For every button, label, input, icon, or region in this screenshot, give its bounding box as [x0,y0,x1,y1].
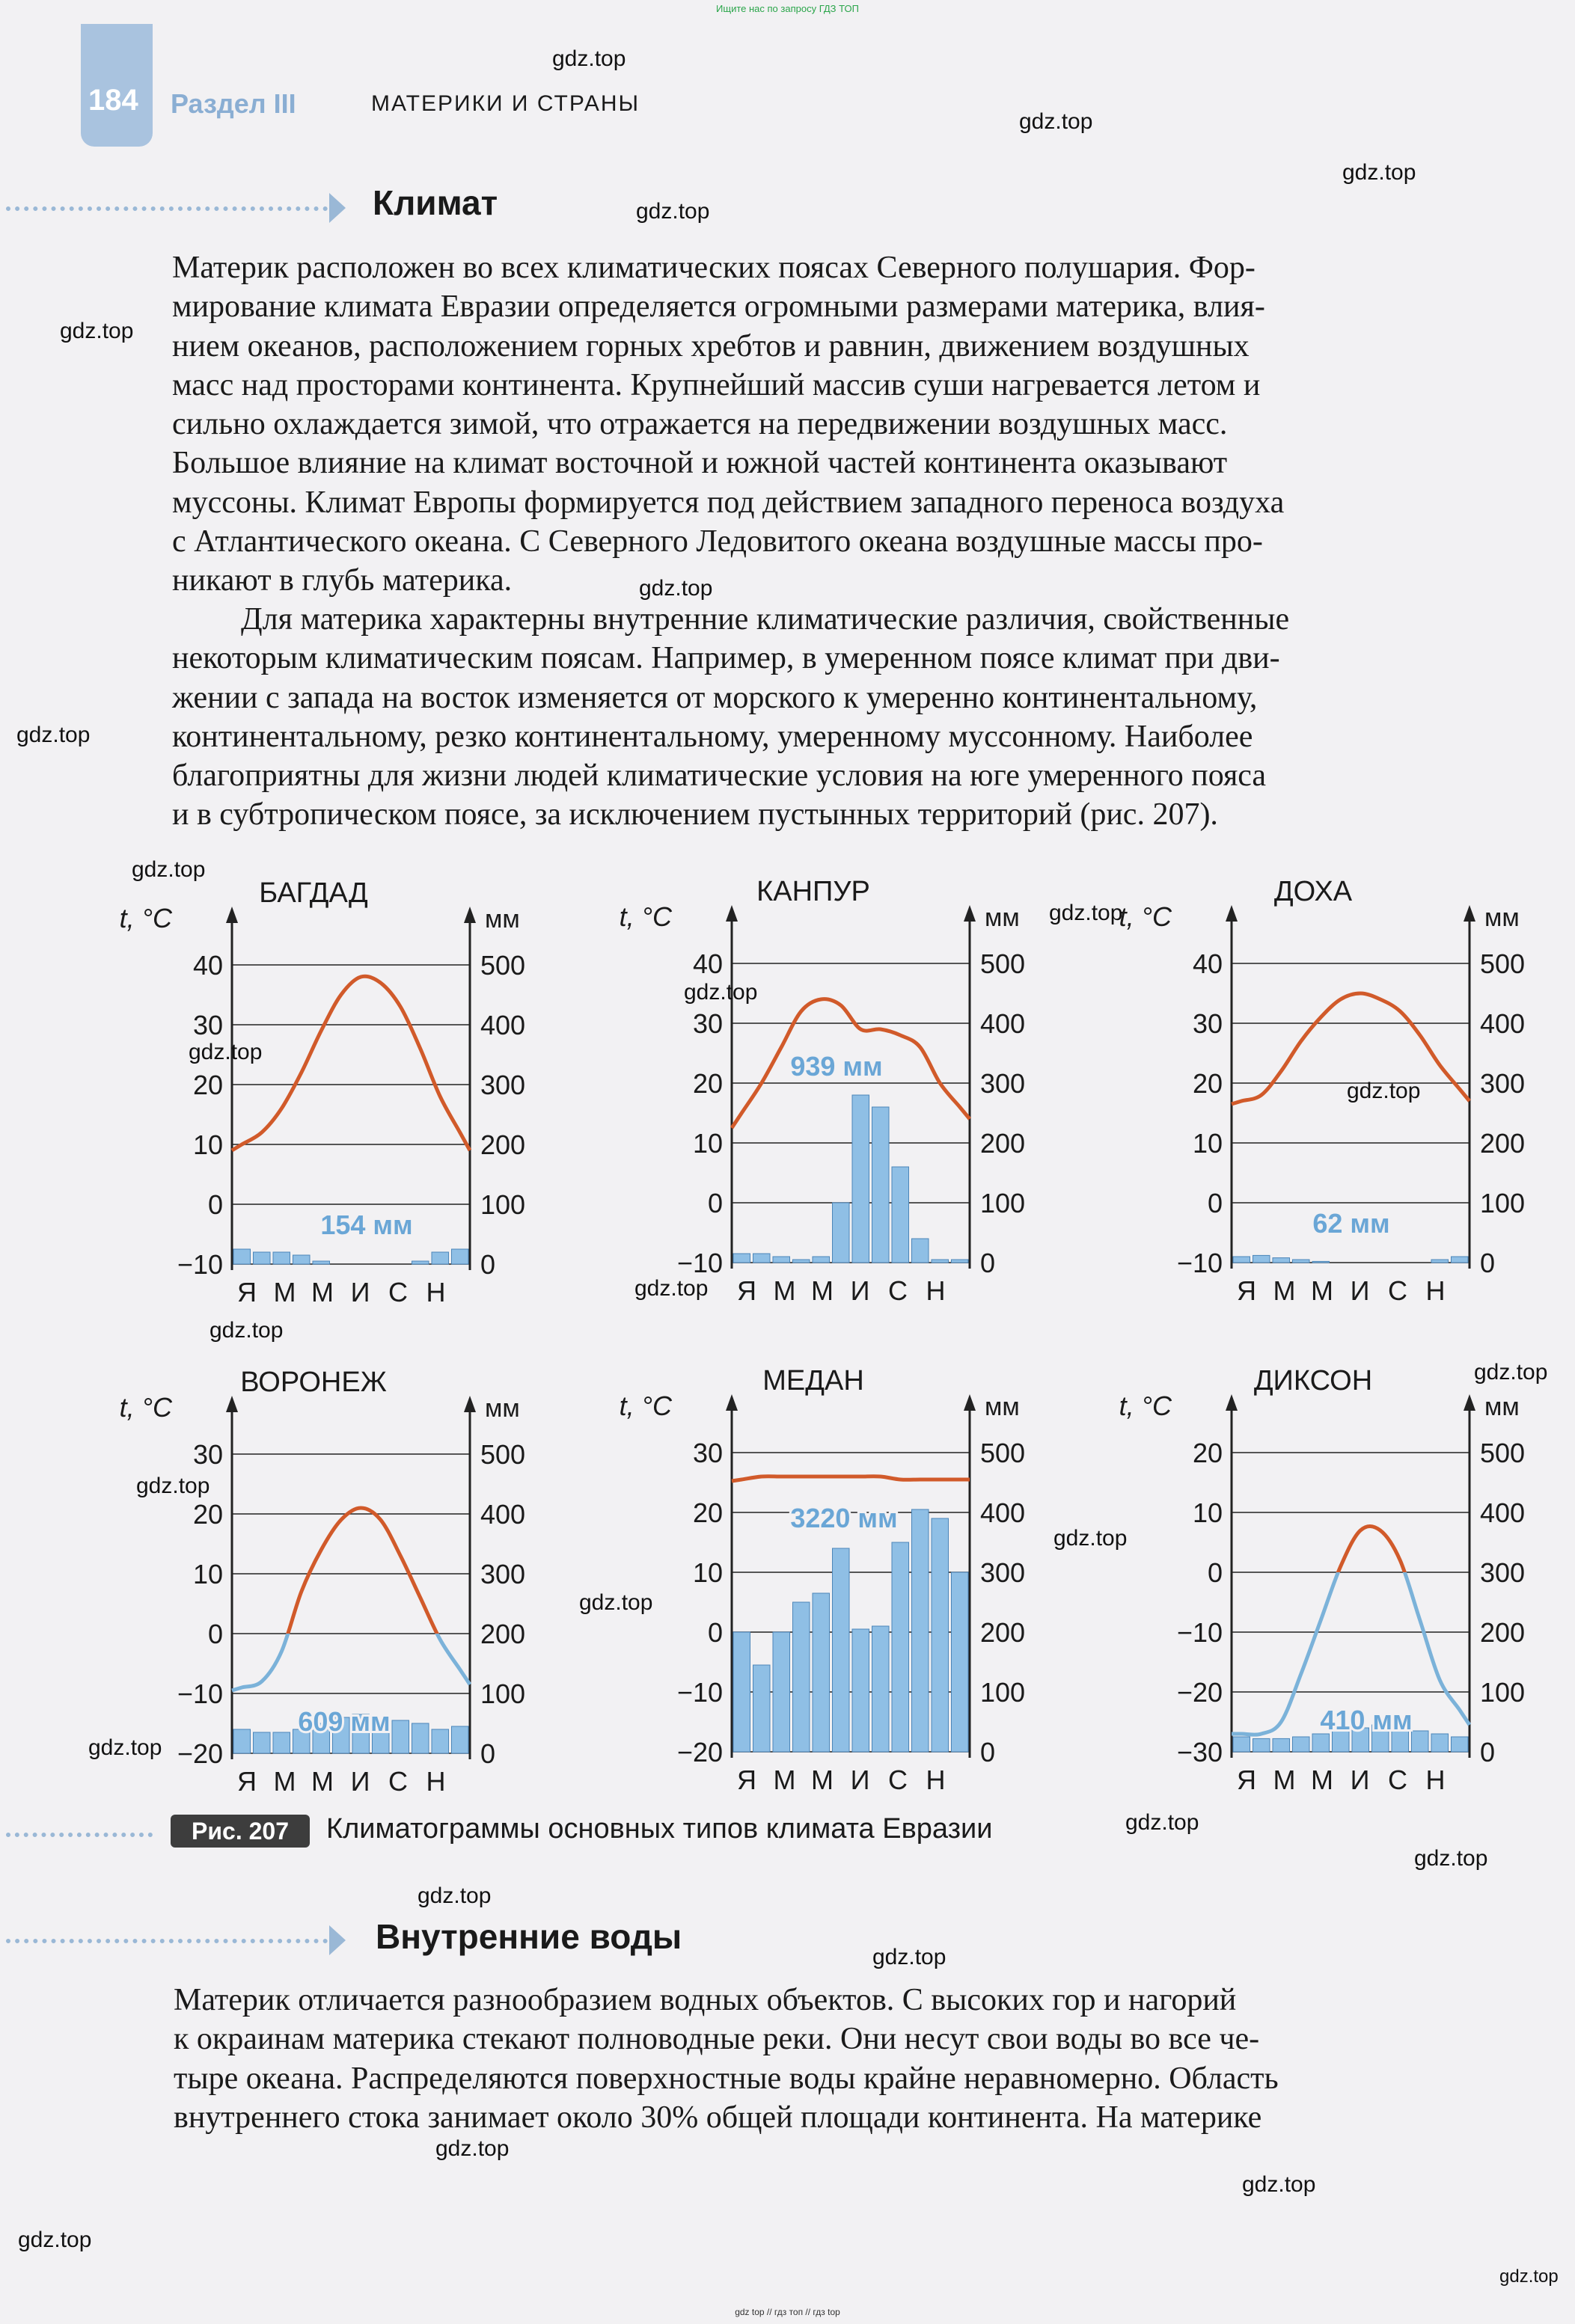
y-right-tick: 400 [1480,1008,1526,1039]
watermark: gdz.top [189,1040,263,1064]
y-left-tick: 20 [192,1499,223,1530]
x-tick: И [1350,1275,1370,1306]
axis-arrow-icon [1226,905,1238,922]
y-left-tick: 30 [192,1439,223,1470]
watermark: gdz.top [418,1883,492,1908]
precipitation-bar [233,1729,251,1753]
y-right-tick: 200 [1480,1128,1526,1159]
text-line: никают в глубь материка. [172,563,513,598]
watermark: gdz.top [1414,1846,1488,1871]
axis-arrow-icon [1464,1394,1475,1411]
precipitation-bar [1431,1734,1449,1752]
y-left-label: t, °C [619,1391,672,1421]
watermark: gdz.top [1053,1526,1128,1551]
x-tick: И [850,1275,870,1306]
x-tick: Н [926,1765,946,1795]
precipitation-bar [1452,1737,1469,1752]
y-right-tick: 0 [480,1738,496,1769]
precipitation-bar [432,1729,449,1753]
watermark: gdz.top [579,1590,653,1615]
x-tick: Я [237,1766,257,1797]
precipitation-bar [452,1726,469,1753]
precipitation-bar [1253,1738,1270,1752]
precipitation-bar [293,1255,311,1264]
y-left-tick: 10 [692,1128,723,1159]
y-right-tick: 300 [980,1068,1026,1099]
x-tick: Н [426,1277,446,1307]
text-line: некоторым климатическим поясам. Например, в умеренном поясе климат при дви- [172,641,1280,676]
y-left-tick: 20 [692,1068,723,1099]
precipitation-bar [254,1732,271,1753]
watermark: gdz.top [18,2228,92,2252]
y-right-tick: 200 [980,1128,1026,1159]
text-line: тыре океана. Распределяются поверхностные воды крайне неравномерно. Область [174,2061,1279,2096]
precipitation-bar [833,1203,850,1263]
y-right-tick: 0 [980,1737,996,1767]
y-right-tick: 400 [980,1497,1026,1528]
x-tick: М [811,1275,834,1306]
precipitation-bar [1431,1260,1449,1263]
y-left-tick: 30 [692,1438,723,1468]
text-line: внутреннего стока занимает около 30% общей площади континента. На материке [174,2100,1262,2135]
axis-arrow-icon [1464,905,1475,922]
text-line: Для материка характерны внутренние климатические различия, свойственные [241,602,1290,637]
y-left-tick: −20 [676,1737,723,1767]
watermark: gdz.top [639,576,713,601]
x-tick: М [311,1277,334,1307]
watermark: gdz.top [552,46,626,71]
x-tick: И [350,1766,370,1797]
watermark: gdz.top [872,1945,946,1969]
axis-arrow-icon [226,1396,238,1412]
precipitation-total-label: 939 мм [790,1051,883,1082]
y-right-label: мм [985,904,1020,932]
y-left-tick: −10 [177,1249,223,1280]
watermark: gdz.top [1049,901,1123,925]
y-left-tick: 20 [1192,1438,1223,1468]
precipitation-total-label: 410 мм [1320,1705,1413,1735]
y-right-tick: 100 [1480,1677,1526,1708]
watermark: gdz.top [634,1276,709,1301]
precipitation-bar [833,1548,850,1752]
x-tick: С [1388,1765,1407,1795]
precipitation-bar [273,1732,290,1753]
y-right-tick: 100 [480,1678,526,1709]
precipitation-bar [733,1254,750,1263]
y-left-tick: 10 [192,1129,223,1160]
precipitation-bar [392,1720,409,1753]
precipitation-bar [1293,1737,1310,1752]
chart-title: ДОХА [1273,876,1353,907]
x-tick: И [850,1765,870,1795]
x-tick: Я [237,1277,257,1307]
precipitation-bar [892,1542,909,1752]
y-right-tick: 300 [1480,1068,1526,1099]
y-right-tick: 400 [480,1010,526,1040]
precipitation-bar [852,1629,869,1752]
x-tick: С [1388,1275,1407,1306]
y-left-tick: 0 [207,1189,223,1220]
precipitation-bar [1312,1261,1330,1263]
y-right-tick: 300 [480,1559,526,1589]
x-tick: С [388,1766,408,1797]
y-left-tick: −10 [676,1677,723,1708]
heading-arrow-icon [329,1925,346,1955]
x-tick: М [773,1275,796,1306]
y-right-tick: 500 [480,950,526,981]
y-right-tick: 200 [980,1617,1026,1648]
y-left-label: t, °C [119,1392,172,1423]
axis-arrow-icon [964,1394,976,1411]
watermark: gdz.top [88,1735,162,1760]
precipitation-bar [273,1252,290,1264]
y-right-tick: 0 [480,1249,496,1280]
precipitation-bar [1273,1258,1290,1263]
precipitation-total-label: 62 мм [1312,1208,1390,1239]
chart-title: ВОРОНЕЖ [240,1367,387,1398]
temperature-line-cold [1232,1526,1470,1735]
precipitation-bar [952,1260,969,1263]
x-tick: М [1311,1765,1333,1795]
precipitation-bar [912,1239,929,1263]
x-tick: М [1311,1275,1333,1306]
y-left-tick: −10 [676,1248,723,1278]
y-right-label: мм [485,1394,520,1423]
y-left-tick: 30 [692,1008,723,1039]
precipitation-bar [753,1665,771,1752]
precipitation-bar [773,1632,790,1752]
temperature-line-warm [1232,1526,1470,1735]
y-left-label: t, °C [619,901,672,932]
precipitation-bar [733,1632,750,1752]
axis-arrow-icon [226,907,238,923]
y-right-tick: 100 [480,1189,526,1220]
y-right-tick: 100 [980,1188,1026,1218]
x-tick: М [1273,1275,1296,1306]
watermark: gdz.top [1242,2172,1316,2197]
y-right-tick: 400 [980,1008,1026,1039]
axis-arrow-icon [464,1396,476,1412]
axis-arrow-icon [1226,1394,1238,1411]
precipitation-bar [872,1626,890,1752]
temperature-line-warm [232,1508,470,1690]
y-left-tick: 0 [1207,1188,1223,1218]
y-left-tick: 30 [1192,1008,1223,1039]
precipitation-bar [313,1261,330,1264]
precipitation-bar [412,1723,429,1753]
y-left-tick: 0 [707,1617,723,1648]
bottom-note: gdz top // гдз топ // гдз top [735,2307,840,2317]
precipitation-bar [912,1509,929,1752]
y-right-tick: 100 [980,1677,1026,1708]
watermark: gdz.top [435,2136,510,2161]
page-number: 184 [88,84,138,117]
precipitation-bar [412,1261,429,1264]
y-right-tick: 400 [1480,1497,1526,1528]
y-right-tick: 200 [1480,1617,1526,1648]
y-left-tick: 20 [1192,1068,1223,1099]
text-line: муссоны. Климат Европы формируется под действием западного переноса воздуха [172,485,1285,520]
x-tick: М [311,1766,334,1797]
y-right-tick: 0 [980,1248,996,1278]
y-left-tick: 40 [192,950,223,981]
x-tick: С [388,1277,408,1307]
x-tick: Я [737,1275,756,1306]
y-left-tick: −10 [177,1678,223,1709]
precipitation-bar [952,1572,969,1752]
y-right-label: мм [1484,1393,1520,1421]
y-left-label: t, °C [119,903,172,933]
section-label: Раздел III [171,88,296,119]
y-left-tick: 10 [692,1557,723,1588]
y-left-label: t, °C [1119,1391,1172,1421]
precipitation-bar [233,1249,251,1264]
precipitation-bar [1312,1734,1330,1752]
text-line: благоприятны для жизни людей климатические условия на юге умеренного пояса [172,758,1267,794]
precipitation-bar [1253,1255,1270,1263]
caption-dots [6,1833,153,1837]
text-line: жении с запада на восток изменяется от морского к умеренно континентальному, [172,680,1258,715]
y-right-tick: 500 [980,1438,1026,1468]
precipitation-bar [432,1252,449,1264]
chart-title: МЕДАН [762,1365,864,1396]
precipitation-bar [773,1257,790,1263]
x-tick: М [773,1765,796,1795]
text-line: масс над просторами континента. Крупнейший массив суши нагревается летом и [172,367,1261,402]
text-line: нием океанов, расположением горных хребтов и равнин, движением воздушных [172,328,1250,364]
precipitation-bar [1273,1738,1290,1752]
y-left-tick: 0 [707,1188,723,1218]
x-tick: И [350,1277,370,1307]
y-right-tick: 400 [480,1499,526,1530]
y-left-tick: 0 [207,1619,223,1649]
precipitation-bar [1412,1731,1429,1752]
x-tick: Я [1237,1275,1256,1306]
x-tick: М [273,1277,296,1307]
precipitation-bar [753,1254,771,1263]
precipitation-bar [932,1260,949,1263]
x-tick: М [811,1765,834,1795]
y-left-tick: 40 [692,948,723,979]
y-left-tick: 10 [1192,1128,1223,1159]
y-left-tick: 20 [192,1070,223,1100]
precipitation-bar [1293,1260,1310,1263]
watermark: gdz.top [1499,2266,1559,2287]
y-right-tick: 100 [1480,1188,1526,1218]
waters-heading: Внутренние воды [376,1917,682,1956]
watermark: gdz.top [60,319,134,343]
watermark: gdz.top [210,1318,284,1343]
top-note: Ищите нас по запросу ГДЗ ТОП [716,3,859,14]
y-right-tick: 500 [1480,1438,1526,1468]
temperature-line-cold [232,1508,470,1690]
y-right-tick: 500 [480,1439,526,1470]
y-left-tick: 10 [192,1559,223,1589]
precipitation-bar [1452,1257,1469,1263]
x-tick: Я [1237,1765,1256,1795]
y-right-tick: 500 [1480,948,1526,979]
watermark: gdz.top [132,857,206,882]
watermark: gdz.top [1019,109,1093,134]
watermark: gdz.top [684,980,758,1005]
x-tick: И [1350,1765,1370,1795]
text-line: мирование климата Евразии определяется огромными размерами материка, влия- [172,289,1265,325]
text-line: Материк отличается разнообразием водных объектов. С высоких гор и нагорий [174,1983,1237,2017]
precipitation-total-label: 154 мм [320,1209,413,1240]
y-left-tick: 10 [1192,1497,1223,1528]
heading-dots [6,1939,328,1943]
text-line: Материк расположен во всех климатических поясах Северного полушария. Фор- [172,251,1256,285]
axis-arrow-icon [726,905,738,922]
y-left-tick: 20 [692,1497,723,1528]
watermark: gdz.top [1125,1810,1199,1835]
precipitation-bar [872,1107,890,1263]
y-left-tick: 0 [1207,1557,1223,1588]
running-title: МАТЕРИКИ И СТРАНЫ [371,91,640,116]
y-right-label: мм [1484,904,1520,932]
chart-title: КАНПУР [756,876,870,907]
text-line: и в субтропическом поясе, за исключением пустынных территорий (рис. 207). [172,797,1218,833]
y-right-tick: 0 [1480,1737,1496,1767]
y-right-label: мм [985,1393,1020,1421]
text-line: к окраинам материка стекают полноводные реки. Они несут свои воды во все че- [174,2022,1260,2057]
figure-label: Рис. 207 [171,1815,310,1848]
y-left-tick: −10 [1176,1248,1223,1278]
temperature-line-warm [232,976,470,1150]
precipitation-bar [813,1593,830,1752]
precipitation-bar [793,1260,810,1263]
axis-arrow-icon [726,1394,738,1411]
x-tick: Н [1425,1765,1446,1795]
chart-title: ДИКСОН [1253,1365,1373,1396]
x-tick: М [1273,1765,1296,1795]
precipitation-bar [452,1249,469,1264]
y-right-tick: 300 [980,1557,1026,1588]
precipitation-total-label: 609 мм [298,1706,391,1737]
precipitation-bar [813,1257,830,1263]
y-right-label: мм [485,905,520,933]
x-tick: М [273,1766,296,1797]
text-line: сильно охлаждается зимой, что отражается на передвижении воздушных масс. [172,407,1228,442]
watermark: gdz.top [1347,1079,1421,1103]
precipitation-total-label: 3220 мм [790,1503,898,1533]
precipitation-bar [932,1518,949,1752]
watermark: gdz.top [1474,1360,1548,1385]
precipitation-bar [1233,1737,1250,1752]
text-line: с Атлантического океана. С Северного Ледовитого океана воздушные массы про- [172,524,1263,559]
figure-caption: Климатограммы основных типов климата Евразии [326,1813,993,1845]
y-right-tick: 300 [1480,1557,1526,1588]
y-left-label: t, °C [1119,901,1172,932]
x-tick: Я [737,1765,756,1795]
axis-arrow-icon [964,905,976,922]
y-left-tick: −20 [177,1738,223,1769]
watermark: gdz.top [1342,160,1416,185]
watermark: gdz.top [16,723,91,747]
y-right-tick: 200 [480,1129,526,1160]
y-left-tick: 40 [1192,948,1223,979]
y-right-tick: 300 [480,1070,526,1100]
y-left-tick: −30 [1176,1737,1223,1767]
axis-arrow-icon [464,907,476,923]
x-tick: Н [1425,1275,1446,1306]
precipitation-bar [852,1095,869,1263]
watermark: gdz.top [136,1474,210,1498]
y-right-tick: 500 [980,948,1026,979]
y-left-tick: −20 [1176,1677,1223,1708]
text-line: Большое влияние на климат восточной и южной частей континента оказывают [172,446,1228,481]
waters-paragraph [174,1981,1526,2137]
precipitation-bar [892,1167,909,1263]
precipitation-bar [793,1602,810,1752]
x-tick: С [888,1275,908,1306]
x-tick: С [888,1765,908,1795]
temperature-line-warm [732,1477,970,1481]
climate-heading: Климат [373,183,498,222]
y-right-tick: 0 [1480,1248,1496,1278]
y-left-tick: −10 [1176,1617,1223,1648]
chart-title: БАГДАД [259,877,368,909]
precipitation-bar [1233,1257,1250,1263]
precipitation-bar [254,1252,271,1264]
y-right-tick: 200 [480,1619,526,1649]
x-tick: Н [426,1766,446,1797]
x-tick: Н [926,1275,946,1306]
text-line: континентальному, резко континентальному, умеренному муссонному. Наиболее [172,719,1253,754]
y-left-tick: 30 [192,1010,223,1040]
watermark: gdz.top [636,199,710,224]
